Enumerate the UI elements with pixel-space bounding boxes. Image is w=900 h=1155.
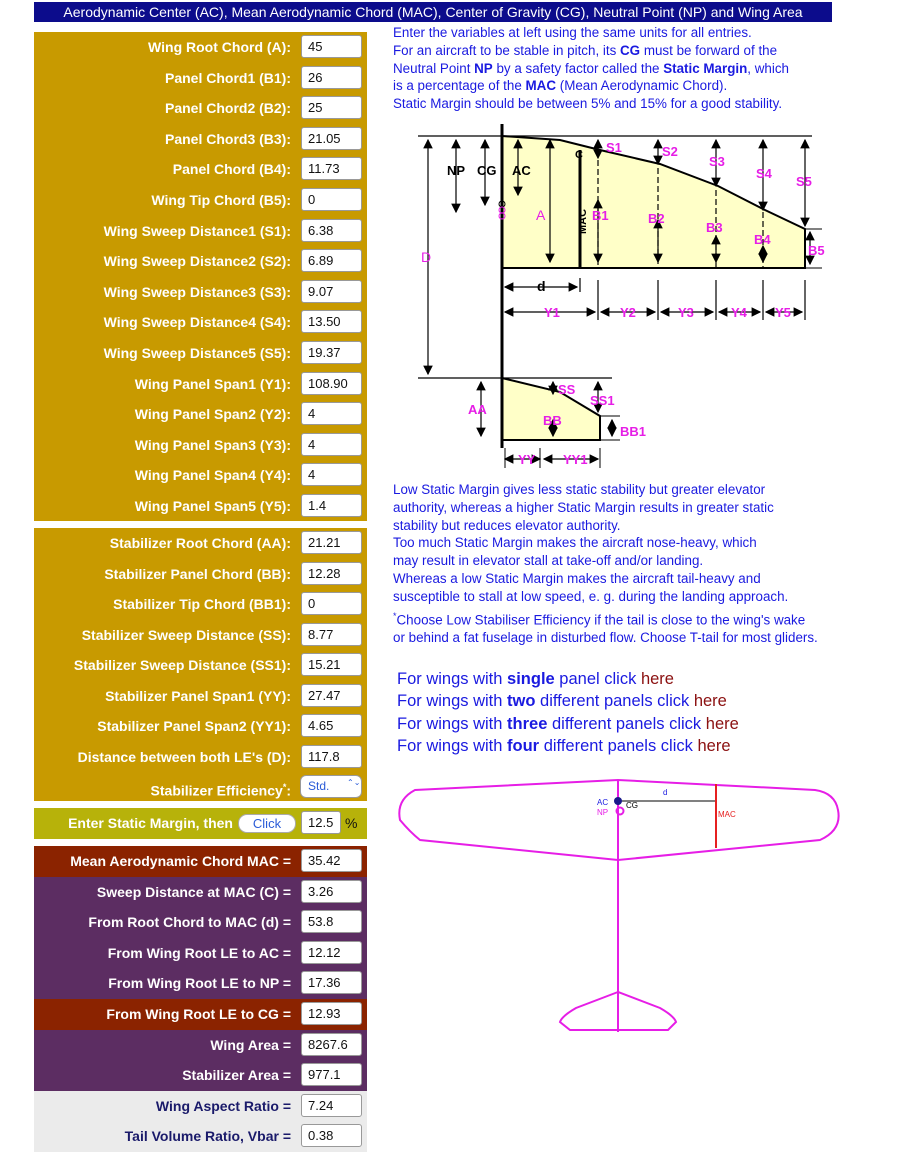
result-field[interactable]: 8267.6 — [301, 1033, 362, 1056]
result-field[interactable]: 12.93 — [301, 1002, 362, 1025]
intro-line-1: Enter the variables at left using the same units for all entries. — [393, 25, 752, 40]
wing-input-row — [34, 491, 367, 521]
wing-input-field[interactable]: 11.73 — [301, 157, 362, 180]
label-s3: S3 — [709, 154, 725, 169]
label-y5: Y5 — [775, 305, 791, 320]
wing-input-label: Wing Sweep Distance5 (S5): — [103, 345, 291, 361]
wing-input-field[interactable]: 26 — [301, 66, 362, 89]
here-link[interactable]: here — [697, 737, 731, 756]
stab-input-row — [34, 559, 367, 589]
result-label: From Wing Root LE to NP = — [108, 975, 291, 992]
wing-input-field[interactable]: 19.37 — [301, 341, 362, 364]
result-field[interactable]: 0.38 — [301, 1124, 362, 1147]
wing-input-label: Panel Chord1 (B1): — [164, 69, 291, 86]
result-label: From Wing Root LE to AC = — [107, 944, 291, 961]
result-label: Wing Area = — [210, 1036, 291, 1053]
stab-input-label: Stabilizer Panel Span1 (YY): — [105, 687, 291, 704]
wing-input-label: Panel Chord (B4): — [172, 161, 291, 178]
label-ac: AC — [512, 163, 531, 178]
wing-input-field[interactable]: 9.07 — [301, 280, 362, 303]
result-field[interactable]: 53.8 — [301, 910, 362, 933]
here-link[interactable]: here — [705, 714, 739, 733]
label-s4: S4 — [756, 166, 772, 181]
label-s1: S1 — [606, 140, 622, 155]
stab-input-row — [34, 620, 367, 650]
result-band — [34, 1121, 367, 1152]
planform-label-d: d — [663, 788, 668, 797]
label-y3: Y3 — [678, 305, 694, 320]
note-line: stability but reduces elevator authority. — [393, 517, 621, 533]
wing-input-field[interactable]: 1.4 — [301, 494, 362, 517]
label-y1: Y1 — [544, 305, 560, 320]
label-ss: SS — [558, 382, 576, 397]
intro-line-4: is a percentage of the MAC (Mean Aerodynamic Chord). — [393, 78, 728, 94]
wing-input-field[interactable]: 25 — [301, 96, 362, 119]
wing-input-field[interactable]: 13.50 — [301, 310, 362, 333]
static-margin-notes — [393, 481, 788, 606]
planform-label-cg: CG — [626, 801, 638, 810]
stabilizer-shape — [502, 378, 600, 440]
stab-input-label: Stabilizer Sweep Distance (SS): — [81, 626, 291, 643]
percent-unit: % — [345, 815, 358, 831]
result-field[interactable]: 17.36 — [301, 971, 362, 994]
note-line: may result in elevator stall at take-off and/or landing. — [393, 553, 704, 569]
intro-line-2: For an aircraft to be stable in pitch, its CG must be forward of the — [393, 42, 778, 58]
here-link[interactable]: here — [640, 670, 674, 688]
wing-link-line: For wings with single panel click here — [397, 670, 674, 688]
wing-link-line: For wings with two different panels click here — [397, 692, 727, 711]
wing-panel-links — [397, 668, 739, 758]
stab-input-field[interactable]: 21.21 — [301, 531, 362, 554]
label-bb: BB — [543, 413, 562, 428]
planform-label-np: NP — [597, 808, 609, 817]
result-field[interactable]: 35.42 — [301, 849, 362, 872]
wing-input-label: Wing Panel Span5 (Y5): — [134, 498, 291, 514]
calculate-button[interactable]: Click — [238, 814, 296, 833]
result-band — [34, 1060, 367, 1091]
intro-line-5: Static Margin should be between 5% and 15% for a good stability. — [393, 96, 783, 112]
wing-input-field[interactable]: 6.89 — [301, 249, 362, 272]
note-line: Low Static Margin gives less static stability but greater elevator — [393, 482, 766, 497]
note-line: Too much Static Margin makes the aircraft nose-heavy, which — [393, 535, 757, 551]
label-s5: S5 — [796, 174, 812, 189]
intro-line-3: Neutral Point NP by a safety factor called the Static Margin, which — [393, 60, 789, 76]
label-yy: YY — [518, 452, 536, 467]
note-line: susceptible to stall at low speed, e. g. during the landing approach. — [393, 588, 789, 604]
stab-input-row — [34, 589, 367, 619]
label-yy1: YY1 — [563, 452, 588, 467]
result-field[interactable]: 977.1 — [301, 1063, 362, 1086]
stab-input-field[interactable]: 15.21 — [301, 653, 362, 676]
wing-panel-shape — [502, 136, 805, 268]
wing-input-field[interactable]: 21.05 — [301, 127, 362, 150]
stab-input-row — [34, 650, 367, 680]
label-d-upper: D — [421, 249, 432, 265]
label-mac: MAC — [577, 208, 589, 234]
note-line: Whereas a low Static Margin makes the aircraft tail-heavy and — [393, 570, 761, 586]
result-label: Wing Aspect Ratio = — [155, 1097, 291, 1114]
result-label: Tail Volume Ratio, Vbar = — [124, 1128, 291, 1145]
label-d-lower: d — [537, 278, 546, 294]
wing-input-field[interactable]: 0 — [301, 188, 362, 211]
result-label: Stabilizer Area = — [182, 1067, 291, 1084]
wing-input-label: Wing Panel Span3 (Y3): — [134, 436, 291, 453]
stab-input-label: Distance between both LE's (D): — [77, 748, 291, 765]
label-np: NP — [447, 163, 466, 178]
label-b1: B1 — [592, 208, 609, 223]
stab-input-label: Stabilizer Root Chord (AA): — [109, 535, 291, 551]
label-b3: B3 — [706, 220, 723, 235]
wing-input-field[interactable]: 45 — [301, 35, 362, 58]
stab-efficiency-select[interactable]: Std. ⌃⌄ — [300, 775, 362, 798]
label-b2: B2 — [648, 211, 665, 226]
wing-input-label: Wing Panel Span4 (Y4): — [134, 467, 291, 484]
result-label: Sweep Distance at MAC (C) = — [96, 883, 291, 900]
stab-input-label: Stabilizer Panel Chord (BB): — [104, 565, 291, 582]
wing-input-field[interactable]: 4 — [301, 463, 362, 486]
wing-geometry-diagram — [0, 0, 900, 480]
label-y2: Y2 — [620, 305, 636, 320]
wing-link-line: For wings with four different panels click here — [397, 737, 731, 756]
label-ss1: SS1 — [590, 393, 615, 408]
wing-input-label: Wing Tip Chord (B5): — [151, 192, 291, 208]
result-field[interactable]: 7.24 — [301, 1094, 362, 1117]
wing-input-field[interactable]: 4 — [301, 433, 362, 456]
stab-input-label: Stabilizer Panel Span2 (YY1): — [97, 718, 291, 734]
label-a: A — [536, 207, 546, 223]
stab-input-field[interactable]: 4.65 — [301, 714, 362, 737]
label-cg: CG — [477, 163, 497, 178]
stab-input-row — [34, 681, 367, 711]
label-bb1: BB1 — [620, 424, 647, 439]
planform-label-mac: MAC — [718, 810, 736, 819]
label-c: C — [575, 149, 583, 161]
planform-label-ac: AC — [597, 798, 609, 807]
page-title: Aerodynamic Center (AC), Mean Aerodynamic Chord (MAC), Center of Gravity (CG), Neutral Point (NP) and Wing Area — [34, 2, 832, 22]
wing-input-label: Panel Chord3 (B3): — [164, 130, 291, 147]
result-row — [34, 1060, 367, 1090]
here-link[interactable]: here — [693, 692, 727, 711]
wing-input-label: Wing Sweep Distance2 (S2): — [103, 253, 291, 270]
wing-input-label: Wing Root Chord (A): — [148, 39, 291, 55]
stab-input-row — [34, 711, 367, 741]
label-aa: AA — [468, 402, 487, 417]
wing-link-line: For wings with three different panels click here — [397, 714, 739, 733]
static-margin-input[interactable]: 12.5 — [301, 811, 341, 834]
stab-input-label: Stabilizer Tip Chord (BB1): — [113, 596, 291, 612]
stab-input-field[interactable]: 27.47 — [301, 684, 362, 707]
stab-input-field[interactable]: 12.28 — [301, 562, 362, 585]
label-b4: B4 — [754, 232, 771, 247]
static-margin-label: Enter Static Margin, then — [68, 815, 233, 831]
label-s2: S2 — [662, 144, 678, 159]
planform-drawing — [0, 760, 900, 1040]
result-row — [34, 1091, 367, 1121]
wing-input-field[interactable]: 4 — [301, 402, 362, 425]
label-b5: B5 — [808, 243, 825, 258]
wing-input-label: Wing Panel Span1 (Y1): — [134, 375, 291, 392]
result-label: From Wing Root LE to CG = — [106, 1006, 291, 1022]
stab-input-field[interactable]: 8.77 — [301, 623, 362, 646]
wing-input-label: Wing Panel Span2 (Y2): — [134, 406, 291, 423]
wing-input-label: Wing Sweep Distance4 (S4): — [103, 314, 291, 331]
chevron-updown-icon: ⌃⌄ — [347, 778, 361, 787]
wing-input-field[interactable]: 6.38 — [301, 219, 362, 242]
note-line: authority, whereas a higher Static Margin results in greater static — [393, 499, 774, 515]
wing-input-label: Wing Sweep Distance3 (S3): — [103, 283, 291, 300]
wing-input-label: Wing Sweep Distance1 (S1): — [103, 222, 291, 239]
result-label: From Root Chord to MAC (d) = — [88, 914, 291, 931]
result-band — [34, 1091, 367, 1122]
label-y4: Y4 — [731, 305, 747, 320]
stab-input-field[interactable]: 0 — [301, 592, 362, 615]
result-field[interactable]: 12.12 — [301, 941, 362, 964]
stab-input-label: Stabilizer Sweep Distance (SS1): — [73, 657, 291, 673]
stab-input-row — [34, 528, 367, 558]
wing-input-field[interactable]: 108.90 — [301, 372, 362, 395]
stab-input-field[interactable]: 117.8 — [301, 745, 362, 768]
stab-efficiency-label: Stabilizer Efficiency*: — [150, 782, 291, 799]
wing-input-label: Panel Chord2 (B2): — [164, 100, 291, 117]
efficiency-note: *Choose Low Stabiliser Efficiency if the tail is close to the wing's wake or behind a fat fuselage in disturbed flow. Choose T-tail for most gliders. — [393, 611, 818, 646]
result-row — [34, 1121, 367, 1151]
result-field[interactable]: 3.26 — [301, 880, 362, 903]
result-label: Mean Aerodynamic Chord MAC = — [70, 853, 291, 869]
